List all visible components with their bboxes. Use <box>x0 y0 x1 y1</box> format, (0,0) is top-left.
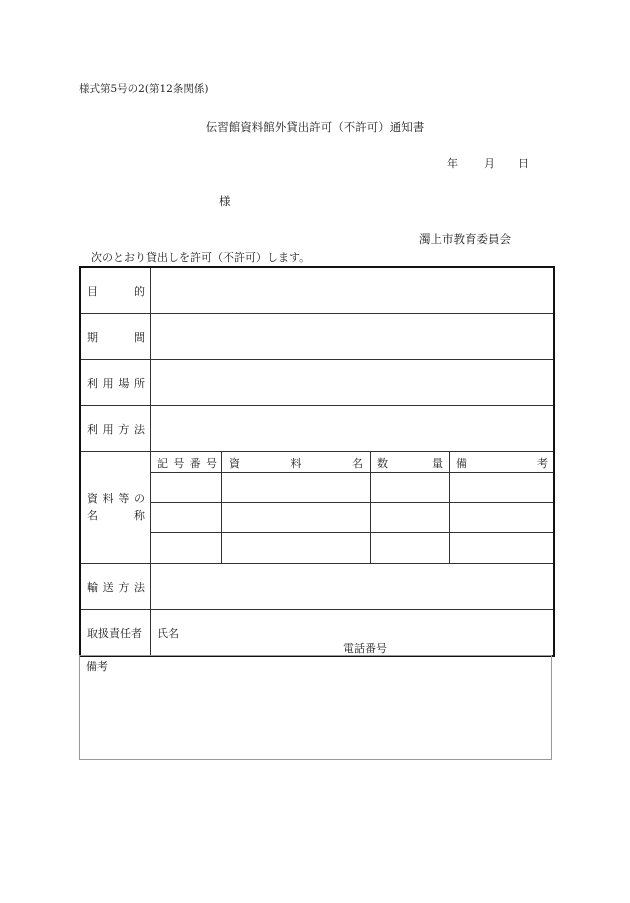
date-year-label: 年 <box>447 157 458 170</box>
handler-name-label: 氏名 <box>157 627 179 640</box>
document-title: 伝習館資料館外貸出許可（不許可）通知書 <box>205 120 425 134</box>
intro-text: 次のとおり貸出しを許可（不許可）します。 <box>91 251 311 264</box>
form-number: 様式第5号の2(第12条関係) <box>79 83 209 95</box>
row-divider <box>81 359 553 360</box>
label-column-divider <box>150 268 151 655</box>
material-name-header: 資 料 名 <box>229 457 363 470</box>
code-number-header: 記 号 番 号 <box>157 457 217 470</box>
row-divider <box>81 405 553 406</box>
usage-place-label: 利 用 場 所 <box>87 377 145 390</box>
date-day-label: 日 <box>518 157 529 170</box>
addressee-suffix: 様 <box>219 194 231 208</box>
usage-method-label: 利 用 方 法 <box>87 423 145 436</box>
handler-phone-label: 電話番号 <box>343 642 387 655</box>
materials-col-divider <box>449 451 450 563</box>
handler-label: 取扱責任者 <box>87 627 142 640</box>
period-label: 期 間 <box>87 331 145 344</box>
materials-col-divider <box>370 451 371 563</box>
purpose-label: 目 的 <box>87 285 145 298</box>
quantity-header: 数 量 <box>377 457 443 470</box>
transport-method-label: 輸 送 方 法 <box>87 581 145 594</box>
remarks-box <box>79 655 552 760</box>
materials-row-divider <box>150 502 553 503</box>
loan-permit-table <box>79 266 555 657</box>
materials-col-divider <box>221 451 222 563</box>
issuer-name: 濁上市教育委員会 <box>419 232 511 246</box>
materials-name-label: 資 料 等 の 名 称 <box>87 492 145 522</box>
materials-header-divider <box>150 472 553 473</box>
row-divider <box>81 609 553 610</box>
remarks-label: 備考 <box>86 660 108 673</box>
materials-row-divider <box>150 532 553 533</box>
row-divider <box>81 563 553 564</box>
row-divider <box>81 451 553 452</box>
date-month-label: 月 <box>484 157 495 170</box>
row-divider <box>81 313 553 314</box>
materials-note-header: 備 考 <box>456 457 548 470</box>
